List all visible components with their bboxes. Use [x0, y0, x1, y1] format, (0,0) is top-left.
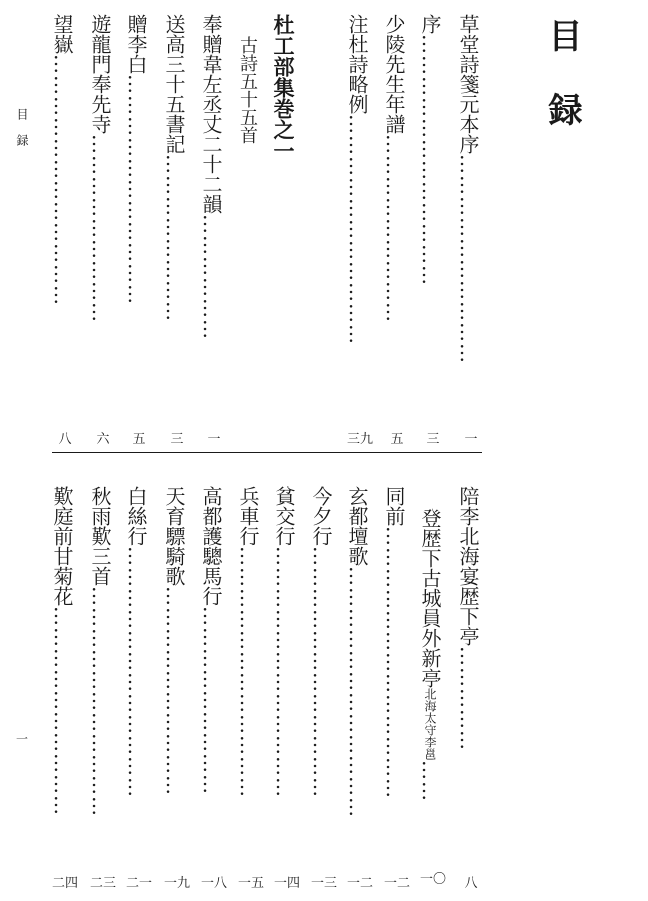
toc-entry: 注杜詩略例…………………………… — [345, 14, 369, 345]
toc-entry-page: 六 — [96, 432, 110, 447]
toc-entry-title: 序 — [418, 14, 442, 34]
toc-entry-title: 少陵先生年譜 — [382, 14, 406, 134]
toc-entry-title: 遊龍門奉先寺 — [88, 14, 112, 134]
toc-entry-title: 注杜詩略例 — [345, 14, 369, 114]
toc-entry-title: 玄都壇歌 — [345, 486, 369, 566]
toc-entry-title: 今夕行 — [309, 486, 333, 546]
toc-entry-page: 一八 — [201, 876, 228, 891]
toc-entry: 同前………………………………… — [382, 486, 406, 799]
toc-entry-note: 北海太守李邕 — [423, 688, 437, 760]
chapter-title: 杜工部集巻之一 — [271, 14, 296, 161]
toc-entry: 歎庭前甘菊花………………………… — [50, 486, 74, 816]
toc-entry-page: 二三 — [90, 876, 117, 891]
toc-entry-page: 五 — [390, 432, 404, 447]
toc-entry-page: 三 — [426, 432, 440, 447]
toc-entry-page: 一〇 — [420, 872, 447, 887]
section-divider — [52, 452, 482, 453]
toc-entry: 今夕行……………………………… — [309, 486, 333, 798]
toc-entry-title: 登歴下古城員外新亭 — [418, 508, 442, 688]
toc-entry: 遊龍門奉先寺……………………… — [88, 14, 112, 323]
toc-entry: 高都護驄馬行……………………… — [199, 486, 223, 795]
toc-entry-page: 八 — [464, 876, 478, 891]
toc-entry: 少陵先生年譜……………………… — [382, 14, 406, 323]
toc-entry-page: 五 — [132, 432, 146, 447]
toc-entry-title: 歎庭前甘菊花 — [50, 486, 74, 606]
toc-entry-page: 一五 — [238, 876, 265, 891]
toc-entry: 序……………………………… — [418, 14, 442, 286]
toc-entry-title: 貧交行 — [272, 486, 296, 546]
toc-entry-page: 一 — [207, 432, 221, 447]
toc-entry-page: 一 — [464, 432, 478, 447]
toc-entry: 白絲行……………………………… — [124, 486, 148, 798]
toc-entry-title: 贈李白 — [124, 14, 148, 74]
toc-entry: 草堂詩箋元本序………………………… — [456, 14, 480, 364]
toc-entry: 貧交行……………………………… — [272, 486, 296, 798]
chapter-subtitle: 古詩五十五首 — [237, 36, 258, 144]
toc-entry-page: 一二 — [347, 876, 374, 891]
toc-entry-title: 同前 — [382, 486, 406, 526]
toc-entry-page: 三 — [170, 432, 184, 447]
toc-entry-page: 三九 — [347, 432, 374, 447]
toc-entry-title: 秋雨歎三首 — [88, 486, 112, 586]
margin-label: 目録 — [15, 108, 29, 160]
toc-entry-page: 一四 — [274, 876, 301, 891]
toc-entry-title: 高都護驄馬行 — [199, 486, 223, 606]
toc-entry: 登歴下古城員外新亭北海太守李邕…… — [418, 508, 442, 802]
toc-entry-title: 白絲行 — [124, 486, 148, 546]
toc-entry-page: 一九 — [164, 876, 191, 891]
toc-entry-title: 陪李北海宴歴下亭 — [456, 486, 480, 646]
toc-entry: 兵車行……………………………… — [236, 486, 260, 798]
page-heading: 目録 — [542, 18, 582, 166]
toc-entry-title: 奉贈韋左丞丈二十二韻 — [199, 14, 223, 214]
toc-entry-title: 草堂詩箋元本序 — [456, 14, 480, 154]
toc-entry-page: 八 — [58, 432, 72, 447]
toc-entry: 送高三十五書記…………………… — [162, 14, 186, 322]
toc-entry-title: 送高三十五書記 — [162, 14, 186, 154]
toc-entry-title: 兵車行 — [236, 486, 260, 546]
toc-entry: 陪李北海宴歴下亭…………… — [456, 486, 480, 751]
toc-entry: 天育驃騎歌………………………… — [162, 486, 186, 796]
toc-entry: 奉贈韋左丞丈二十二韻……………… — [199, 14, 223, 340]
toc-entry: 秋雨歎三首…………………………… — [88, 486, 112, 817]
toc-entry-title: 望嶽 — [50, 14, 74, 54]
toc-entry: 望嶽……………………………… — [50, 14, 74, 306]
toc-entry-page: 一二 — [384, 876, 411, 891]
toc-entry: 贈李白…………………………… — [124, 14, 148, 305]
toc-entry-page: 二一 — [126, 876, 153, 891]
toc-entry-title: 天育驃騎歌 — [162, 486, 186, 586]
folio-number: 一 — [16, 732, 29, 746]
toc-entry: 玄都壇歌……………………………… — [345, 486, 369, 818]
toc-entry-page: 一三 — [311, 876, 338, 891]
toc-entry-page: 二四 — [52, 876, 79, 891]
